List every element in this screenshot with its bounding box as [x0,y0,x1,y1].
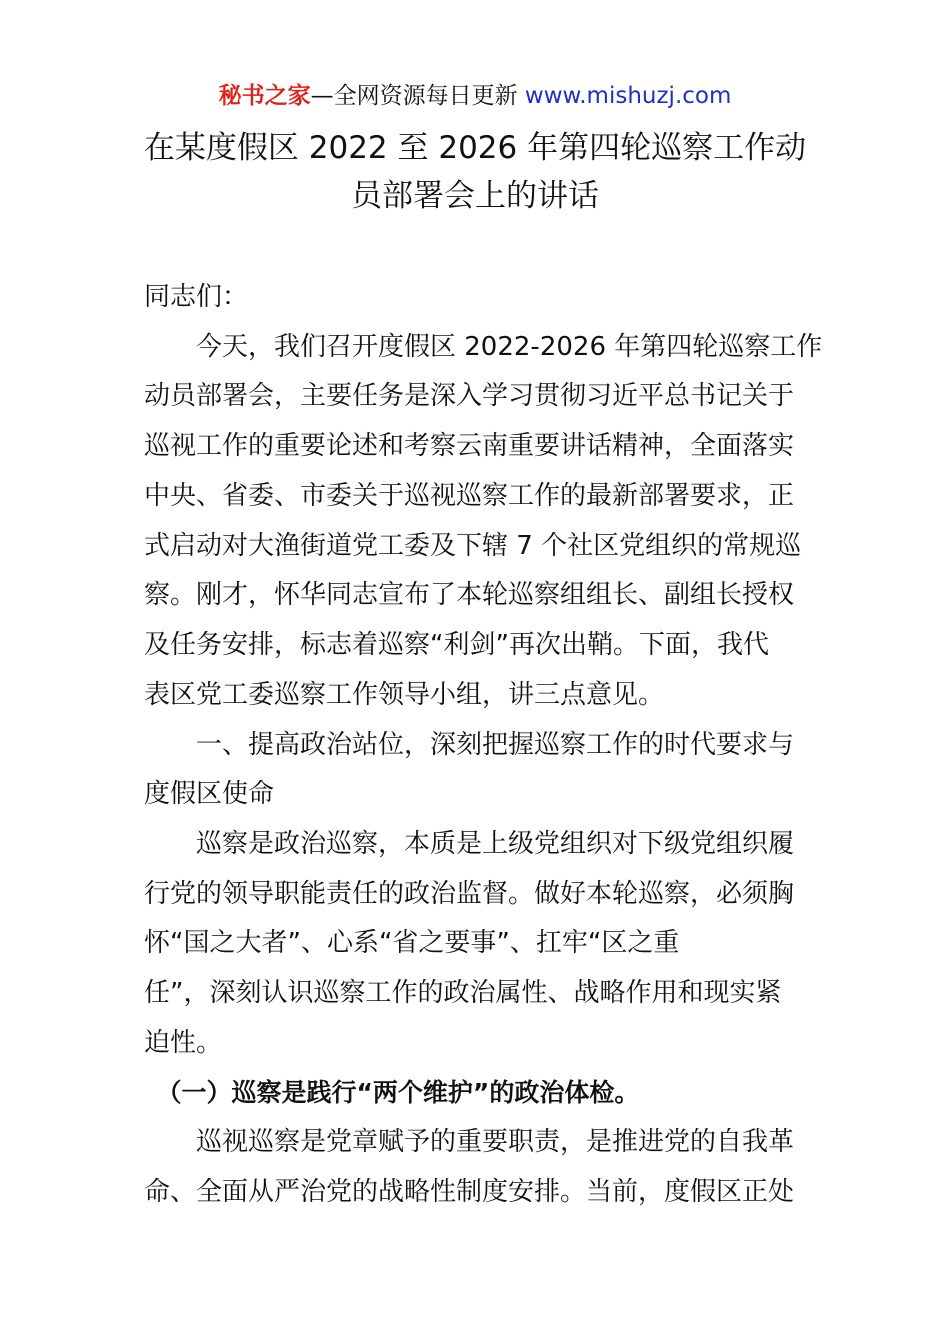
body-line: 中央、省委、市委关于巡视巡察工作的最新部署要求，正 [144,481,795,511]
section-heading: 度假区使命 [144,779,275,809]
body-line: 命、全面从严治党的战略性制度安排。当前，度假区正处 [144,1177,795,1207]
body-line: 及任务安排，标志着巡察“利剑”再次出鞘。下面，我代 [144,630,769,660]
site-banner [0,80,950,112]
section-heading: 一、提高政治站位，深刻把握巡察工作的时代要求与 [144,730,795,760]
site-url-link[interactable]: www.mishuzj.com [524,83,732,109]
subsection-heading: （一）巡察是践行“两个维护”的政治体检。 [144,1078,640,1107]
body-line: 动员部署会，主要任务是深入学习贯彻习近平总书记关于 [144,381,795,411]
body-line: 巡视工作的重要论述和考察云南重要讲话精神，全面落实 [144,431,795,461]
banner-dash: — [310,83,334,109]
body-line: 表区党工委巡察工作领导小组，讲三点意见。 [144,680,665,710]
title-line-1: 在某度假区 2022 至 2026 年第四轮巡察工作动 [143,130,807,166]
body-line: 行党的领导职能责任的政治监督。做好本轮巡察，必须胸 [144,879,795,909]
document-title [100,124,850,220]
body-line: 式启动对大渔街道党工委及下辖 7 个社区党组织的常规巡 [144,531,802,561]
greeting: 同志们： [144,282,249,312]
body-line: 巡察是政治巡察，本质是上级党组织对下级党组织履 [144,829,795,859]
banner-tagline: 全网资源每日更新 [333,83,525,109]
body-line: 怀“国之大者”、心系“省之要事”、扛牢“区之重 [144,928,680,958]
title-line-2: 员部署会上的讲话 [351,178,599,214]
body-line: 迫性。 [144,1028,223,1058]
body-line: 今天，我们召开度假区 2022-2026 年第四轮巡察工作 [144,332,823,362]
body-line: 巡视巡察是党章赋予的重要职责，是推进党的自我革 [144,1127,795,1157]
body-line: 察。刚才，怀华同志宣布了本轮巡察组组长、副组长授权 [144,580,795,610]
brand-name: 秘书之家 [218,83,311,109]
body-line: 任”，深刻认识巡察工作的政治属性、战略作用和现实紧 [144,978,782,1008]
